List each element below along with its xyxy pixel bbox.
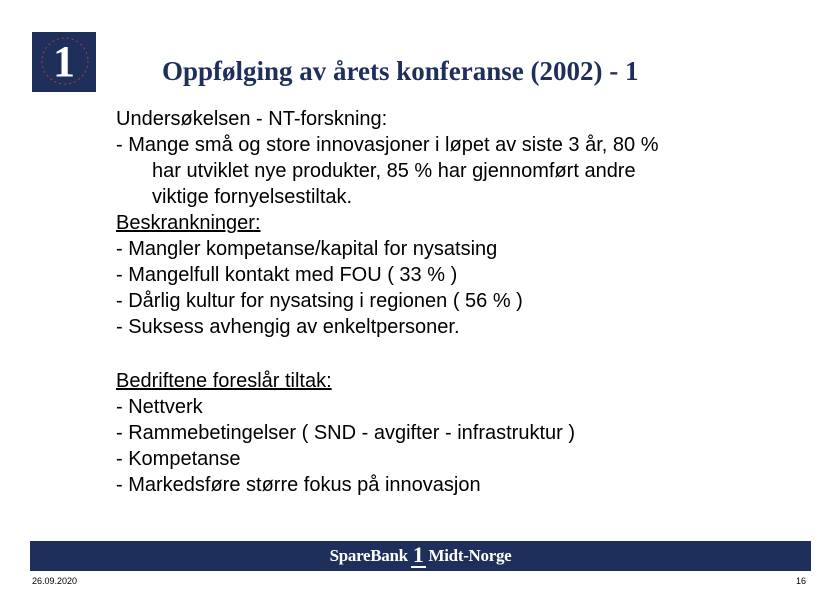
footer-date: 26.09.2020 [32, 576, 78, 586]
measures-heading: Bedriftene foreslår tiltak: [116, 370, 332, 392]
measure-item: - Nettverk [116, 396, 203, 418]
constraints-heading: Beskrankninger: [116, 212, 261, 234]
survey-text-line: viktige fornyelsestiltak. [152, 186, 353, 208]
measure-item: - Rammebetingelser ( SND - avgifter - infrastruktur ) [116, 422, 576, 444]
page-title: Oppfølging av årets konferanse (2002) - 1 [162, 56, 639, 86]
footer-brand-left: SpareBank [329, 546, 408, 565]
constraint-item: - Suksess avhengig av enkeltpersoner. [116, 316, 460, 338]
footer-bar [30, 541, 811, 571]
footer-brand [30, 541, 811, 571]
footer-brand-right: Midt-Norge [428, 546, 512, 565]
survey-text-line: har utviklet nye produkter, 85 % har gjennomført andre [152, 160, 636, 182]
constraint-item: - Dårlig kultur for nysatsing i regionen ( 56 % ) [116, 290, 523, 312]
logo-numeral: 1 [53, 37, 75, 86]
survey-text-line: - Mange små og store innovasjoner i løpet av siste 3 år, 80 % [116, 134, 659, 156]
page-number: 16 [796, 576, 807, 586]
section-spacer [116, 340, 796, 368]
constraint-item: - Mangelfull kontakt med FOU ( 33 % ) [116, 264, 458, 286]
footer-brand-numeral: 1 [412, 542, 424, 567]
constraint-item: - Mangler kompetanse/kapital for nysatsing [116, 238, 498, 260]
sparebank-logo [32, 32, 96, 92]
survey-heading: Undersøkelsen - NT-forskning: [116, 108, 388, 130]
measure-item: - Markedsføre større fokus på innovasjon [116, 474, 481, 496]
measure-item: - Kompetanse [116, 448, 241, 470]
slide-body [116, 106, 796, 498]
